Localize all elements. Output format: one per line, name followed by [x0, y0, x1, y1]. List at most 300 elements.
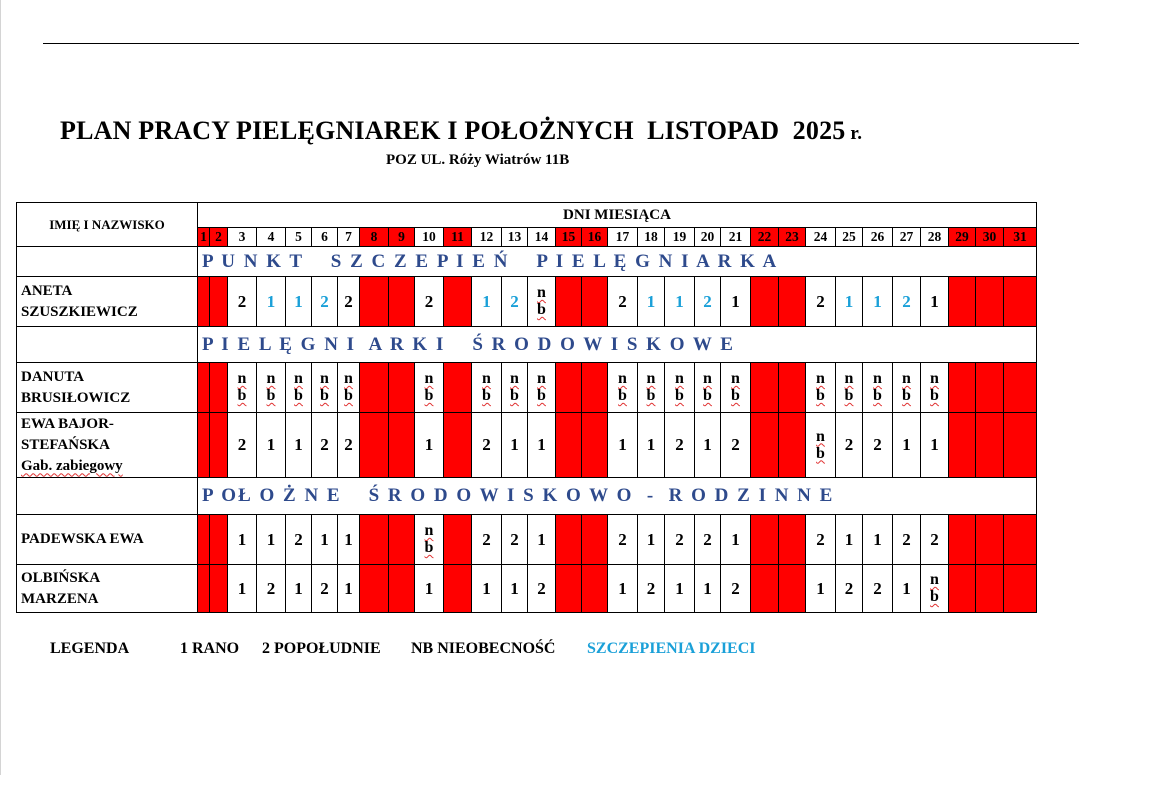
absence-n: n: [266, 370, 276, 387]
day-number-2: 2: [210, 228, 228, 247]
shift-value: 2: [510, 529, 519, 549]
absence-n: n: [320, 370, 329, 387]
shift-cell-day-30: [976, 277, 1004, 327]
shift-cell-day-7: [338, 413, 360, 478]
absence-cell-day-10: [415, 363, 444, 413]
shift-cell-day-28: [921, 515, 949, 565]
shift-cell-day-24: [806, 277, 836, 327]
absence-cell-day-20: [695, 363, 721, 413]
shift-cell-day-15: [556, 277, 582, 327]
shift-cell-day-21: [721, 413, 751, 478]
shift-cell-day-2: [210, 413, 228, 478]
shift-cell-day-11: [444, 363, 472, 413]
shift-cell-day-6: [312, 277, 338, 327]
shift-cell-day-29: [949, 363, 976, 413]
shift-value: 1: [294, 578, 303, 598]
shift-value: 1: [344, 578, 353, 598]
shift-value: 2: [873, 578, 882, 598]
section-row: [17, 247, 1037, 277]
section-name-cell: [17, 478, 198, 515]
shift-cell-day-28: [921, 413, 949, 478]
shift-cell-day-3: [228, 515, 257, 565]
absence-mark: [816, 370, 825, 404]
day-number-14: 14: [528, 228, 556, 247]
absence-mark: [537, 284, 546, 318]
shift-cell-day-22: [751, 515, 779, 565]
header-rule: [43, 43, 1079, 44]
shift-cell-day-27: [893, 515, 921, 565]
vaccination-shift-value: 1: [844, 291, 854, 311]
shift-value: 2: [320, 578, 329, 598]
staff-name-line: PADEWSKA EWA: [21, 531, 144, 547]
shift-cell-day-20: [695, 565, 721, 613]
shift-value: 1: [237, 578, 247, 598]
absence-mark: [510, 370, 519, 404]
absence-n: n: [873, 370, 882, 387]
shift-value: 1: [294, 435, 303, 454]
shift-cell-day-13: [502, 565, 528, 613]
shift-cell-day-1: [198, 515, 210, 565]
shift-cell-day-1: [198, 413, 210, 478]
shift-cell-day-1: [198, 277, 210, 327]
shift-cell-day-24: [806, 515, 836, 565]
shift-cell-day-1: [198, 363, 210, 413]
shift-cell-day-18: [638, 565, 665, 613]
vaccination-shift-value: 2: [510, 291, 519, 311]
staff-name-line: BRUSIŁOWICZ: [21, 389, 131, 406]
day-number-23: 23: [779, 228, 806, 247]
absence-mark: [902, 370, 911, 404]
vaccination-shift-value: 2: [320, 291, 329, 311]
shift-cell-day-30: [976, 515, 1004, 565]
shift-cell-day-11: [444, 565, 472, 613]
shift-value: 1: [510, 435, 519, 454]
shift-cell-day-4: [257, 413, 286, 478]
day-number-28: 28: [921, 228, 949, 247]
shift-value: 1: [266, 529, 276, 549]
section-title: P OŁ O Ż N E Ś R O D O W I S K O W O - R O D Z I N N E: [198, 478, 1037, 515]
shift-value: 2: [731, 578, 740, 598]
staff-name: [17, 363, 198, 413]
shift-value: 2: [482, 435, 491, 454]
day-number-7: 7: [338, 228, 360, 247]
shift-cell-day-12: [472, 515, 502, 565]
day-number-29: 29: [949, 228, 976, 247]
section-name-cell: [17, 247, 198, 277]
shift-value: 1: [902, 578, 911, 598]
shift-value: 1: [424, 578, 434, 598]
day-number-18: 18: [638, 228, 665, 247]
absence-n: n: [902, 370, 911, 387]
absence-cell-day-28: [921, 363, 949, 413]
shift-value: 2: [618, 529, 627, 549]
days-header: DNI MIESIĄCA: [198, 203, 1037, 228]
absence-cell-day-14: [528, 363, 556, 413]
absence-b: b: [731, 387, 740, 404]
section-title: P U N K T S Z C Z E P I E Ń P I E L Ę G N I A R K A: [198, 247, 1037, 277]
day-number-9: 9: [389, 228, 415, 247]
shift-cell-day-31: [1004, 515, 1037, 565]
shift-cell-day-31: [1004, 413, 1037, 478]
staff-row: [17, 363, 1037, 413]
shift-cell-day-10: [415, 277, 444, 327]
shift-value: 2: [344, 435, 353, 454]
shift-value: 2: [873, 435, 882, 454]
shift-cell-day-31: [1004, 565, 1037, 613]
shift-cell-day-16: [582, 277, 608, 327]
staff-name-line: SZUSZKIEWICZ: [21, 303, 138, 320]
absence-b: b: [482, 387, 491, 404]
absence-cell-day-5: [286, 363, 312, 413]
shift-value: 1: [703, 435, 712, 454]
shift-cell-day-30: [976, 565, 1004, 613]
shift-value: 1: [237, 529, 247, 549]
vaccination-shift-value: 1: [482, 291, 491, 311]
header-row: [17, 203, 1037, 228]
staff-row: [17, 413, 1037, 478]
shift-value: 2: [816, 291, 825, 311]
absence-mark: [425, 370, 434, 404]
vaccination-shift-value: 1: [675, 291, 684, 311]
absence-b: b: [424, 387, 434, 404]
absence-cell-day-7: [338, 363, 360, 413]
absence-mark: [294, 370, 303, 404]
shift-cell-day-7: [338, 515, 360, 565]
day-number-12: 12: [472, 228, 502, 247]
staff-name-line: Gab. zabiegowy: [21, 457, 123, 474]
day-number-26: 26: [863, 228, 893, 247]
shift-cell-day-7: [338, 277, 360, 327]
vaccination-shift-value: 2: [902, 291, 911, 311]
absence-b: b: [902, 387, 911, 404]
shift-value: 1: [510, 578, 519, 598]
shift-value: 2: [816, 529, 825, 549]
day-number-31: 31: [1004, 228, 1037, 247]
legend-vaccinations: SZCZEPIENIA DZIECI: [587, 640, 756, 657]
shift-value: 1: [816, 578, 825, 598]
shift-value: 2: [930, 529, 939, 549]
shift-cell-day-22: [751, 363, 779, 413]
shift-cell-day-1: [198, 565, 210, 613]
absence-n: n: [703, 370, 712, 387]
absence-n: n: [482, 370, 491, 387]
absence-mark: [703, 370, 712, 404]
shift-value: 1: [266, 435, 276, 454]
shift-cell-day-12: [472, 413, 502, 478]
absence-b: b: [237, 387, 247, 404]
shift-cell-day-5: [286, 413, 312, 478]
shift-value: 1: [344, 529, 353, 549]
absence-mark: [238, 370, 247, 404]
shift-cell-day-14: [528, 565, 556, 613]
vaccination-shift-value: 1: [266, 291, 276, 311]
shift-cell-day-26: [863, 565, 893, 613]
shift-cell-day-5: [286, 515, 312, 565]
absence-mark: [344, 370, 353, 404]
shift-cell-day-18: [638, 413, 665, 478]
absence-cell-day-21: [721, 363, 751, 413]
shift-value: 2: [646, 578, 656, 598]
shift-cell-day-21: [721, 515, 751, 565]
absence-b: b: [510, 387, 519, 404]
absence-cell-day-19: [665, 363, 695, 413]
day-number-19: 19: [665, 228, 695, 247]
shift-value: 2: [424, 291, 434, 311]
vaccination-shift-value: 1: [646, 291, 656, 311]
absence-b: b: [537, 387, 546, 404]
shift-value: 1: [703, 578, 712, 598]
shift-cell-day-8: [360, 565, 389, 613]
shift-value: 2: [675, 529, 684, 549]
shift-cell-day-12: [472, 277, 502, 327]
shift-cell-day-23: [779, 277, 806, 327]
absence-b: b: [816, 387, 825, 404]
absence-mark: [930, 571, 939, 605]
shift-value: 1: [930, 291, 939, 311]
absence-cell-day-3: [228, 363, 257, 413]
absence-cell-day-14: [528, 277, 556, 327]
title-text: PLAN PRACY PIELĘGNIAREK I POŁOŻNYCH LISTOPAD 2025: [60, 116, 846, 145]
shift-cell-day-13: [502, 277, 528, 327]
shift-value: 2: [675, 435, 684, 454]
day-number-5: 5: [286, 228, 312, 247]
shift-cell-day-8: [360, 277, 389, 327]
shift-cell-day-22: [751, 277, 779, 327]
shift-cell-day-10: [415, 565, 444, 613]
shift-value: 1: [731, 529, 740, 549]
day-number-17: 17: [608, 228, 638, 247]
absence-cell-day-18: [638, 363, 665, 413]
absence-cell-day-28: [921, 565, 949, 613]
shift-cell-day-31: [1004, 363, 1037, 413]
section-name-cell: [17, 327, 198, 363]
absence-n: n: [675, 370, 684, 387]
day-number-8: 8: [360, 228, 389, 247]
shift-cell-day-30: [976, 413, 1004, 478]
shift-cell-day-18: [638, 515, 665, 565]
shift-cell-day-6: [312, 565, 338, 613]
shift-value: 1: [646, 529, 656, 549]
shift-cell-day-11: [444, 277, 472, 327]
absence-b: b: [320, 387, 329, 404]
staff-row: [17, 565, 1037, 613]
vaccination-shift-value: 1: [873, 291, 882, 311]
absence-mark: [482, 370, 491, 404]
shift-cell-day-15: [556, 363, 582, 413]
shift-cell-day-30: [976, 363, 1004, 413]
document-title: [60, 116, 960, 146]
shift-value: 2: [902, 529, 911, 549]
absence-b: b: [344, 387, 353, 404]
shift-cell-day-21: [721, 565, 751, 613]
shift-cell-day-29: [949, 413, 976, 478]
shift-cell-day-17: [608, 565, 638, 613]
vaccination-shift-value: 2: [703, 291, 712, 311]
absence-n: n: [646, 370, 656, 387]
absence-cell-day-17: [608, 363, 638, 413]
shift-value: 2: [344, 291, 353, 311]
shift-cell-day-20: [695, 515, 721, 565]
shift-cell-day-11: [444, 413, 472, 478]
shift-cell-day-7: [338, 565, 360, 613]
absence-n: n: [731, 370, 740, 387]
shift-value: 2: [294, 529, 303, 549]
shift-cell-day-27: [893, 277, 921, 327]
day-number-13: 13: [502, 228, 528, 247]
absence-b: b: [816, 444, 825, 462]
shift-value: 2: [237, 435, 247, 454]
shift-cell-day-4: [257, 515, 286, 565]
shift-cell-day-21: [721, 277, 751, 327]
absence-cell-day-25: [836, 363, 863, 413]
absence-b: b: [646, 387, 656, 404]
absence-mark: [930, 370, 939, 404]
absence-n: n: [930, 370, 939, 387]
shift-value: 1: [646, 435, 656, 454]
shift-value: 1: [618, 435, 627, 454]
absence-b: b: [703, 387, 712, 404]
shift-cell-day-5: [286, 565, 312, 613]
shift-value: 2: [618, 291, 627, 311]
shift-cell-day-27: [893, 413, 921, 478]
day-number-22: 22: [751, 228, 779, 247]
absence-n: n: [510, 370, 519, 387]
shift-value: 1: [482, 578, 491, 598]
absence-mark: [873, 370, 882, 404]
shift-cell-day-2: [210, 277, 228, 327]
absence-cell-day-12: [472, 363, 502, 413]
staff-row: [17, 277, 1037, 327]
day-number-4: 4: [257, 228, 286, 247]
day-number-30: 30: [976, 228, 1004, 247]
absence-mark: [845, 370, 854, 404]
shift-cell-day-12: [472, 565, 502, 613]
staff-row: [17, 515, 1037, 565]
absence-cell-day-10: [415, 515, 444, 565]
shift-cell-day-17: [608, 413, 638, 478]
shift-value: 2: [844, 578, 854, 598]
shift-value: 2: [537, 578, 546, 598]
shift-cell-day-17: [608, 277, 638, 327]
day-number-10: 10: [415, 228, 444, 247]
absence-n: n: [816, 370, 825, 387]
document-subtitle: POZ UL. Róży Wiatrów 11B: [386, 152, 570, 168]
absence-n: n: [816, 427, 825, 445]
absence-cell-day-27: [893, 363, 921, 413]
absence-cell-day-13: [502, 363, 528, 413]
shift-cell-day-9: [389, 515, 415, 565]
absence-b: b: [844, 387, 854, 404]
absence-n: n: [537, 284, 546, 301]
staff-name-line: STEFAŃSKA: [21, 436, 110, 453]
shift-cell-day-9: [389, 277, 415, 327]
staff-name: [17, 277, 198, 327]
day-number-16: 16: [582, 228, 608, 247]
shift-cell-day-15: [556, 565, 582, 613]
shift-value: 1: [675, 578, 684, 598]
shift-cell-day-19: [665, 413, 695, 478]
staff-name-line: ANETA: [21, 282, 73, 299]
shift-cell-day-26: [863, 277, 893, 327]
absence-cell-day-24: [806, 363, 836, 413]
shift-cell-day-26: [863, 515, 893, 565]
absence-mark: [675, 370, 684, 404]
shift-cell-day-10: [415, 413, 444, 478]
shift-value: 2: [731, 435, 740, 454]
day-number-15: 15: [556, 228, 582, 247]
legend-morning: 1 RANO: [180, 640, 240, 657]
shift-cell-day-16: [582, 565, 608, 613]
shift-cell-day-6: [312, 413, 338, 478]
staff-name-line: EWA BAJOR-: [21, 415, 114, 432]
day-number-27: 27: [893, 228, 921, 247]
shift-value: 1: [320, 529, 329, 549]
shift-value: 1: [424, 435, 434, 454]
page-left-edge: [0, 0, 1, 775]
section-row: [17, 327, 1037, 363]
shift-cell-day-25: [836, 565, 863, 613]
absence-n: n: [537, 370, 546, 387]
absence-mark: [425, 522, 434, 556]
day-number-3: 3: [228, 228, 257, 247]
shift-cell-day-24: [806, 565, 836, 613]
absence-n: n: [344, 370, 353, 387]
shift-value: 2: [320, 435, 329, 454]
shift-cell-day-20: [695, 413, 721, 478]
shift-cell-day-28: [921, 277, 949, 327]
staff-name: [17, 565, 198, 613]
shift-cell-day-15: [556, 515, 582, 565]
absence-mark: [731, 370, 740, 404]
shift-cell-day-2: [210, 515, 228, 565]
section-title: P I E L Ę G N I A R K I Ś R O D O W I S K O W E: [198, 327, 1037, 363]
staff-name: [17, 515, 198, 565]
shift-cell-day-16: [582, 515, 608, 565]
shift-cell-day-23: [779, 515, 806, 565]
staff-name-line: OLBIŃSKA: [21, 569, 101, 586]
shift-cell-day-26: [863, 413, 893, 478]
day-number-6: 6: [312, 228, 338, 247]
absence-b: b: [873, 387, 882, 404]
shift-cell-day-6: [312, 515, 338, 565]
shift-cell-day-20: [695, 277, 721, 327]
day-number-20: 20: [695, 228, 721, 247]
absence-b: b: [424, 539, 434, 556]
absence-b: b: [266, 387, 276, 404]
shift-cell-day-13: [502, 413, 528, 478]
shift-value: 2: [844, 435, 854, 454]
absence-b: b: [930, 588, 939, 605]
shift-cell-day-8: [360, 413, 389, 478]
shift-cell-day-31: [1004, 277, 1037, 327]
shift-cell-day-23: [779, 413, 806, 478]
day-number-11: 11: [444, 228, 472, 247]
absence-cell-day-24: [806, 413, 836, 478]
shift-cell-day-18: [638, 277, 665, 327]
shift-cell-day-3: [228, 413, 257, 478]
absence-n: n: [237, 370, 247, 387]
absence-b: b: [537, 301, 546, 318]
shift-value: 1: [930, 435, 939, 454]
absence-cell-day-6: [312, 363, 338, 413]
shift-cell-day-16: [582, 413, 608, 478]
shift-value: 1: [618, 578, 627, 598]
day-number-24: 24: [806, 228, 836, 247]
shift-value: 1: [902, 435, 911, 454]
absence-n: n: [424, 370, 434, 387]
section-row: [17, 478, 1037, 515]
shift-cell-day-14: [528, 413, 556, 478]
